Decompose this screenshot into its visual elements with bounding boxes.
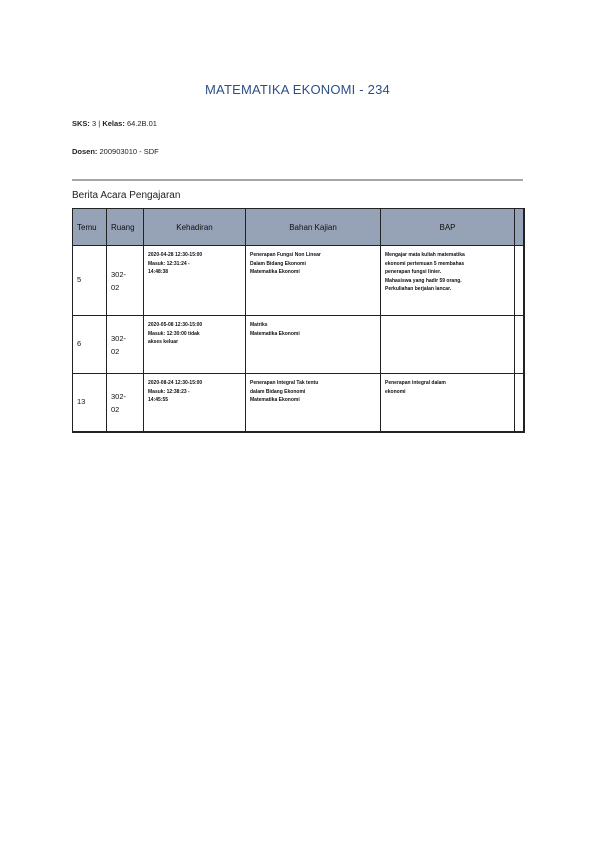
cell-temu: 6 (73, 316, 107, 374)
table-header-row (73, 209, 524, 246)
cell-extra (515, 316, 524, 374)
cell-extra (515, 374, 524, 433)
table-row (73, 374, 524, 433)
kelas-label: Kelas: (102, 119, 125, 128)
cell-bap: Mengajar mata kuliah matematika ekonomi pertemuan 5 membahas penerapan fungsi linier. Mahasiswa yang hadir 59 orang. Perkuliahan berjalan lancar. (381, 246, 515, 316)
separator: | (98, 119, 101, 128)
header-kehadiran: Kehadiran (144, 209, 246, 246)
cell-bahan-kajian: Matriks Matematika Ekonomi (246, 316, 381, 374)
sks-label: SKS: (72, 119, 90, 128)
header-bahan-kajian: Bahan Kajian (246, 209, 381, 246)
section-title: Berita Acara Pengajaran (72, 190, 181, 201)
dosen-line (72, 147, 159, 156)
cell-extra (515, 246, 524, 316)
cell-bap (381, 316, 515, 374)
table-row (73, 246, 524, 316)
sks-value: 3 (92, 119, 97, 128)
cell-kehadiran: 2020-05-08 12:30-15:00 Masuk: 12:30:00 tidak akses keluar (144, 316, 246, 374)
cell-temu: 5 (73, 246, 107, 316)
bap-table (72, 208, 525, 433)
header-bap: BAP (381, 209, 515, 246)
cell-ruang: 302- 02 (107, 316, 144, 374)
header-temu: Temu (73, 209, 107, 246)
cell-kehadiran: 2020-08-24 12:30-15:00 Masuk: 12:38:23 - 14:45:55 (144, 374, 246, 433)
header-extra (515, 209, 524, 246)
cell-bahan-kajian: Penerapan Fungsi Non Linear Dalam Bidang Ekonomi Matematika Ekonomi (246, 246, 381, 316)
page-title: MATEMATIKA EKONOMI - 234 (205, 82, 390, 97)
cell-temu: 13 (73, 374, 107, 433)
sks-kelas-line (72, 119, 157, 128)
header-ruang: Ruang (107, 209, 144, 246)
cell-bap: Penerapan integral dalam ekonomi (381, 374, 515, 433)
cell-ruang: 302- 02 (107, 374, 144, 433)
kelas-value: 64.2B.01 (126, 119, 157, 128)
cell-bahan-kajian: Penerapan Integral Tak tentu dalam Bidang Ekonomi Matematika Ekonomi (246, 374, 381, 433)
section-divider (72, 179, 523, 181)
cell-kehadiran: 2020-04-28 12:30-15:00 Masuk: 12:31:24 - 14:48:38 (144, 246, 246, 316)
dosen-value: 200903010 - SDF (99, 147, 159, 156)
dosen-label: Dosen: (72, 147, 98, 156)
cell-ruang: 302- 02 (107, 246, 144, 316)
table-row (73, 316, 524, 374)
